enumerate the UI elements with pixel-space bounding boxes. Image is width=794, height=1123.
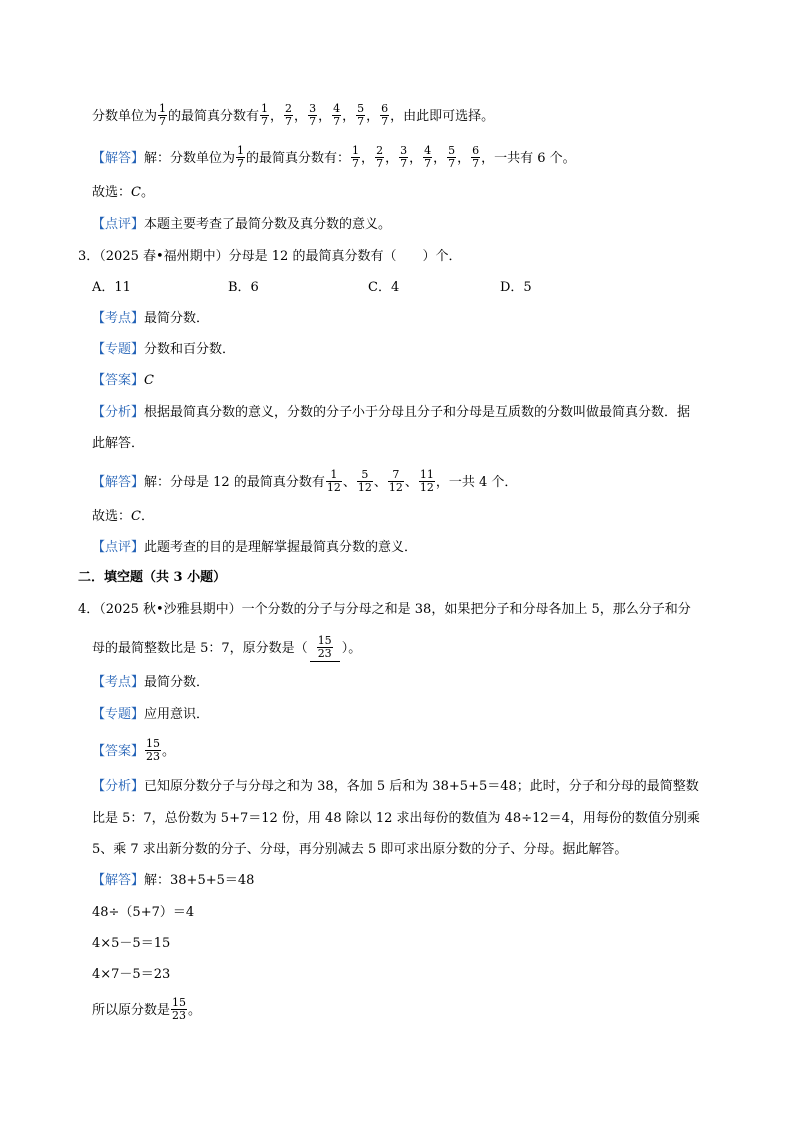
- fraction: $\frac{6}{7}$: [381, 102, 389, 128]
- fraction: $\frac{7}{12}$: [388, 468, 403, 494]
- q2-analysis-line: 分数单位为 $\frac{1}{7}$ 的最简真分数有 $\frac{1}{7}$ ， $\frac{2}{7}$ ， $\frac{3}{7}$ ， $\frac{4}{7}$ ， $\frac{5}{7}$ ， $\frac{6}{7}$ ，由此即可选择。: [92, 102, 495, 128]
- fraction: $\frac{2}{7}$: [376, 144, 384, 170]
- q4-topic-line: 【专题】应用意识．: [92, 707, 210, 722]
- fraction: $\frac{4}{7}$: [424, 144, 432, 170]
- fraction: $\frac{1}{7}$: [237, 144, 245, 170]
- option-b: B．6: [228, 280, 259, 295]
- q4-keypoint-line: 【考点】最简分数．: [92, 675, 210, 690]
- fraction: $\frac{1}{7}$: [352, 144, 360, 170]
- option-a: A．11: [92, 280, 131, 295]
- q4-answer-line: 【答案】 $\frac{15}{23}$ 。: [92, 737, 176, 763]
- fraction: $\frac{15}{23}$: [317, 634, 332, 660]
- q4-stem-line-1: 4．（2025 秋•沙雅县期中）一个分数的分子与分母之和是 38，如果把分子和分母各加上 5，那么分子和分: [78, 602, 691, 617]
- q2-analysis-post: ，由此即可选择。: [390, 109, 495, 124]
- q4-solution-line-3: 4×5－5＝15: [92, 936, 171, 951]
- fraction: $\frac{3}{7}$: [309, 102, 317, 128]
- option-d: D．5: [500, 280, 532, 295]
- fraction: $\frac{1}{7}$: [261, 102, 269, 128]
- section-heading: 二．填空题（共 3 小题）: [78, 570, 227, 585]
- fraction: $\frac{3}{7}$: [400, 144, 408, 170]
- answer-blank: [310, 636, 340, 662]
- q4-solution-line-5: 所以原分数是 $\frac{15}{23}$ 。: [92, 996, 202, 1022]
- q3-analysis-line-1: 【分析】根据最简真分数的意义，分数的分子小于分母且分子和分母是互质数的分数叫做最简真分数．据: [92, 405, 691, 420]
- q4-solution-line-1: 【解答】解：38+5+5＝48: [92, 873, 255, 888]
- fraction: $\frac{5}{7}$: [448, 144, 456, 170]
- q3-review-line: 【点评】此题考查的目的是理解掌握最简真分数的意义．: [92, 540, 418, 555]
- fraction: $\frac{2}{7}$: [285, 102, 293, 128]
- q3-stem: 3．（2025 春•福州期中）分母是 12 的最简真分数有（ ）个．: [78, 249, 462, 264]
- option-c: C．4: [368, 280, 400, 295]
- fraction: $\frac{11}{12}$: [419, 468, 434, 494]
- q2-analysis-pre: 分数单位为: [92, 109, 158, 124]
- q3-solution-line: 【解答】解：分母是 12 的最简真分数有 $\frac{1}{12}$ 、 $\frac{5}{12}$ 、 $\frac{7}{12}$ 、 $\frac{11}{12}$ ，一共 4 个．: [92, 468, 518, 494]
- q2-analysis-mid: 的最简真分数有: [168, 109, 260, 124]
- q4-solution-line-4: 4×7－5＝23: [92, 967, 171, 982]
- q2-choose-line: 故选：C。: [92, 185, 154, 200]
- fraction: $\frac{5}{12}$: [357, 468, 372, 494]
- review-tag: 【点评】: [92, 217, 145, 232]
- q3-choose-line: 故选：C．: [92, 509, 154, 524]
- solution-tag: 【解答】: [92, 151, 145, 166]
- q3-topic-line: 【专题】分数和百分数．: [92, 342, 236, 357]
- q4-analysis-line-1: 【分析】已知原分数分子与分母之和为 38，各加 5 后和为 38+5+5＝48；此时，分子和分母的最简整数: [92, 779, 699, 794]
- q3-keypoint-line: 【考点】最简分数．: [92, 311, 210, 326]
- q4-analysis-line-2: 比是 5：7，总份数为 5+7＝12 份，用 48 除以 12 求出每份的数值为 48÷12＝4，用每份的数值分别乘: [92, 811, 700, 826]
- q4-stem-line-2: 母的最简整数比是 5：7，原分数是（ $\frac{15}{23}$ ）。: [92, 634, 362, 660]
- q3-analysis-line-2: 此解答．: [92, 436, 145, 451]
- fraction: $\frac{1}{7}$: [159, 102, 167, 128]
- q3-answer-line: 【答案】C: [92, 373, 154, 388]
- fraction: $\frac{5}{7}$: [357, 102, 365, 128]
- fraction: $\frac{6}{7}$: [472, 144, 480, 170]
- q4-analysis-line-3: 5、乘 7 求出新分数的分子、分母，再分别减去 5 即可求出原分数的分子、分母。据此解答。: [92, 842, 628, 857]
- fraction: $\frac{4}{7}$: [333, 102, 341, 128]
- fraction: $\frac{15}{23}$: [172, 996, 187, 1022]
- q4-solution-line-2: 48÷（5+7）＝4: [92, 905, 195, 920]
- fraction: $\frac{15}{23}$: [146, 737, 161, 763]
- fraction: $\frac{1}{12}$: [326, 468, 341, 494]
- q2-solution-line: 【解答】解：分数单位为 $\frac{1}{7}$ 的最简真分数有： $\frac{1}{7}$ ， $\frac{2}{7}$ ， $\frac{3}{7}$ ， $\frac{4}{7}$ ， $\frac{5}{7}$ ， $\frac{6}{7}$ ，一共有 6 个。: [92, 144, 576, 170]
- q2-review-line: 【点评】本题主要考查了最简分数及真分数的意义。: [92, 217, 392, 232]
